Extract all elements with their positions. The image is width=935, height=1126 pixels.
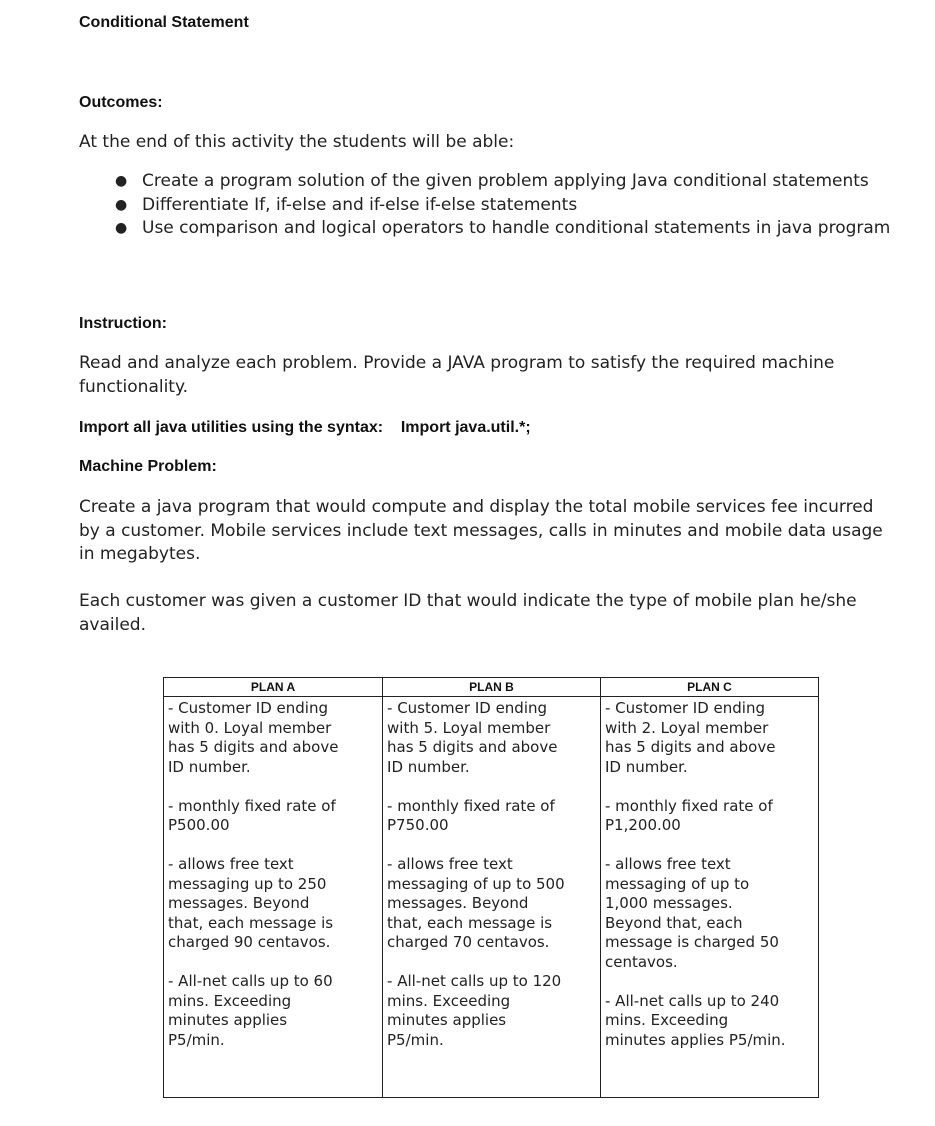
plan-a-text: - Customer ID ending with 0. Loyal member has 5 digits and above ID number. - monthly fixed rate of P500.00 - allows free text messaging up to 250 messages. Beyond that, each message is charged 90 centavos. - All-net calls up to 60 mins. Exceeding minutes applies P5/min. — [168, 699, 339, 1049]
plan-b-text: - Customer ID ending with 5. Loyal member has 5 digits and above ID number. - monthly fixed rate of P750.00 - allows free text messaging of up to 500 messages. Beyond that, each message is charged 70 centavos. - All-net calls up to 120 mins. Exceeding minutes applies P5/min. — [387, 699, 565, 1049]
plan-c-text: - Customer ID ending with 2. Loyal member has 5 digits and above ID number. - monthly fixed rate of P1,200.00 - allows free text messaging of up to 1,000 messages. Beyond that, each message is charged 50 centavos. - All-net calls up to 240 mins. Exceeding minutes applies P5/min. — [605, 699, 786, 1049]
outcomes-intro: At the end of this activity the students will be able: — [79, 132, 515, 152]
instruction-text: Read and analyze each problem. Provide a JAVA program to satisfy the required machine functionality. — [79, 353, 835, 397]
table-row — [164, 697, 819, 1098]
bullet-icon: ● — [115, 220, 128, 236]
plan-a-details — [164, 697, 383, 1098]
machine-problem-paragraph-1: Create a java program that would compute and display the total mobile services fee incurred by a customer. Mobile services include text messages, calls in minutes and mobile data usage in megabytes. — [79, 497, 883, 564]
outcome-text: Differentiate If, if-else and if-else if-else statements — [142, 194, 578, 215]
import-note: Import all java utilities using the syntax: Import java.util.*; — [79, 419, 531, 436]
plan-c-details — [601, 697, 819, 1098]
outcome-text: Create a program solution of the given problem applying Java conditional statements — [142, 171, 869, 191]
plan-a-header: PLAN A — [164, 678, 383, 697]
plan-c-header: PLAN C — [601, 678, 819, 697]
outcome-text: Use comparison and logical operators to handle conditional statements in java program — [142, 218, 891, 238]
page-title: Conditional Statement — [79, 14, 249, 31]
list-item — [79, 170, 894, 194]
outcomes-list — [79, 170, 894, 241]
bullet-icon: ● — [115, 196, 128, 213]
plans-table — [163, 677, 819, 1098]
instruction-heading: Instruction: — [79, 315, 167, 332]
table-header-row — [164, 678, 819, 697]
list-item — [79, 217, 894, 241]
plan-b-details — [383, 697, 601, 1098]
bullet-icon: ● — [115, 173, 128, 189]
machine-problem-paragraph-2: Each customer was given a customer ID that would indicate the type of mobile plan he/she availed. — [79, 591, 857, 635]
plan-b-header: PLAN B — [383, 678, 601, 697]
list-item — [79, 194, 894, 218]
machine-problem-heading: Machine Problem: — [79, 458, 217, 475]
outcomes-heading: Outcomes: — [79, 94, 163, 111]
